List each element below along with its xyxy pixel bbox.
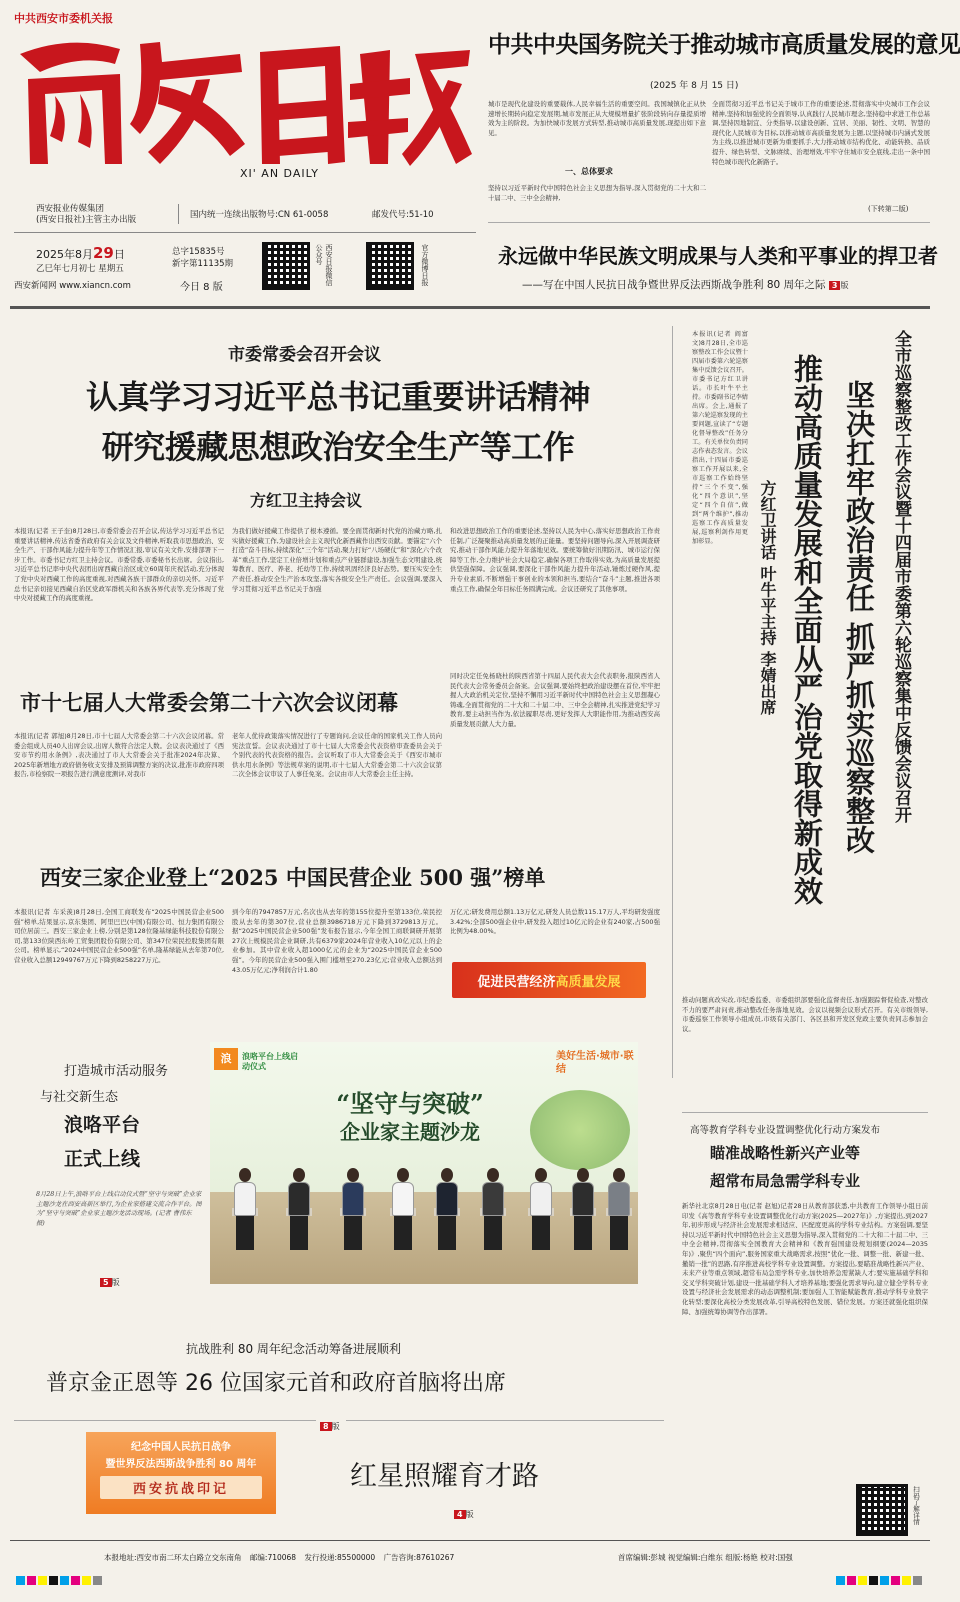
lead-col2: 为我们做好援藏工作提供了根本遵循。要全面贯彻新时代党的治藏方略,扎实做好援藏工作,为建设社会主义现代化新西藏作出西安贡献。要锚定“六个打造”奋斗目标,持续深化“三个年”活动,聚力打好“八场硬仗”和“深化六个改革”重点工作,坚定工业倍增计划和重点产业链群建设,加强生态文明建设,统筹教育、医疗、养老、托幼等工作,持续巩固经济良好态势。要压实安全生产责任,推动安全生产治本攻坚,落实各级安全生产责任。会议强调,要深入学习贯彻习近平总书记关于加强 xyxy=(232,527,442,593)
second-story-page-suffix: 版 xyxy=(840,281,849,290)
inspection-bottom-text: 推动问题真改实改,市纪委监委、市委组织部要强化监督责任,加强跟踪督促检查,对整改不力的要严肃问责,推动整改任务落地见效。会议以视频会议形式召开。有关市级领导,市委巡察工作领导小组成员,市级有关部门、各区县和开发区党政主要负责同志参加会议。 xyxy=(682,996,928,1033)
weibo-qr-label: 官方微博日报 xyxy=(421,244,429,286)
photo-slogan2: 企业家主题沙龙 xyxy=(340,1120,480,1144)
speaker-body xyxy=(482,1182,504,1216)
top-story-section-head: 一、总体要求 xyxy=(565,167,613,176)
speaker-head xyxy=(239,1168,251,1182)
footer-dist: 发行投递:85500000 xyxy=(304,1553,376,1562)
speaker-head xyxy=(613,1168,625,1182)
speaker-figure xyxy=(570,1168,596,1264)
salon-page-badge[interactable]: 5 xyxy=(100,1278,112,1287)
lead-title-line2[interactable]: 研究援藏思想政治安全生产等工作 xyxy=(101,428,575,466)
top-story-col1b: 坚持以习近平新时代中国特色社会主义思想为指导,深入贯彻党的二十大和二十届二中、三中全会精神, xyxy=(488,184,706,202)
speaker-head xyxy=(441,1168,453,1182)
speaker-body xyxy=(572,1182,594,1216)
color-swatch xyxy=(71,1576,80,1585)
top-story-date: (2025 年 8 月 15 日) xyxy=(650,81,739,91)
enterprise-col3: 万亿元;研发费用总额1.13万亿元,研发人员总数115.17万人,平均研发强度3.42%;全部500强企业中,研发投入超过10亿元的企业有240家,占500强比例为48.00%。 xyxy=(450,908,660,936)
salon-caption: 8月28日上午,浪咯平台上线启动仪式暨“坚守与突破”企业家主题沙龙在西安高新区举行,为企业家搭建交流合作平台。图为“坚守与突破”企业家主题沙龙活动现场。(记者 曹伟东 摄) xyxy=(36,1191,202,1227)
banner-accent-text: 高质量发展 xyxy=(555,974,621,990)
group-line1: 西安报业传媒集团 xyxy=(36,204,105,214)
speaker-body xyxy=(608,1182,630,1216)
speaker-figure xyxy=(390,1168,416,1264)
speaker-head xyxy=(577,1168,589,1182)
color-swatch xyxy=(27,1576,36,1585)
inspection-narrow-col: 本报讯(记者 阎富文)8月28日,全市巡察整改工作会议暨十四届市委第六轮巡察集中反馈会议召开。市委书记方红卫讲话。市长叶牛平主持。市委副书记李婧出席。会上,通报了第六轮巡察发现的主要问题,宣读了“专题化督导整改”任务分工。有关单位负责同志作表态发言。会议指出,十四届市委巡察工作开展以来,全市巡察工作始终坚持“三个不变”,强化“四个意识”,坚定“四个自信”,做到“两个维护”,推动巡察工作高质量发展,巡察利剑作用更加彰显。 xyxy=(692,331,748,545)
speaker-legs xyxy=(574,1216,592,1250)
panel-speakers xyxy=(210,1162,638,1272)
speaker-legs xyxy=(290,1216,308,1250)
speaker-head xyxy=(535,1168,547,1182)
second-story-subtitle-text: ——写在中国人民抗日战争暨世界反法西斯战争胜利 80 周年之际 xyxy=(522,279,826,291)
inspection-title-col3[interactable]: 推动高质量发展和全面从严治党取得新成效 xyxy=(790,354,824,905)
speaker-legs xyxy=(394,1216,412,1250)
wechat-qr-label: 西安日报微信公众号 xyxy=(315,244,333,286)
speaker-body xyxy=(342,1182,364,1216)
education-kicker: 高等教育学科专业设置调整优化行动方案发布 xyxy=(690,1125,881,1136)
color-swatch xyxy=(880,1576,889,1585)
top-story-col2: 全面贯彻习近平总书记关于城市工作的重要论述,贯彻落实中央城市工作会议精神,坚持和加强党的全面领导,认真践行人民城市理念,坚持稳中求进工作总基调,坚持因地制宜、分类指导,以建设创新、宜居、美丽、韧性、文明、智慧的现代化人民城市为目标,以推动城市高质量发展为主题,以坚持城市内涵式发展为主线,以推进城市更新为重要抓手,大力推动城市结构优化、动能转换、品质提升、绿色转型、文脉赓续、治理增效,牢牢守住城市安全底线,走出一条中国特色城市现代化新路子。 xyxy=(712,100,930,166)
date-day: 29 xyxy=(93,244,114,262)
top-story-col1: 城市是现代化建设的重要载体,人民幸福生活的重要空间。我国城镇化正从快速增长期转向稳定发展期,城市发展正从大规模增量扩张阶段转向存量提质增效为主的阶段。为加快城市发展方式转型,推动城市高质量发展,现提出如下意见。 xyxy=(488,100,706,137)
private-economy-banner xyxy=(452,962,646,998)
footer-address: 本报地址:西安市南二环太白路立交东南角 xyxy=(104,1553,242,1562)
speaker-figure xyxy=(434,1168,460,1264)
second-story-page-badge[interactable]: 3 xyxy=(829,281,841,290)
speaker-body xyxy=(234,1182,256,1216)
speaker-legs xyxy=(532,1216,550,1250)
education-body: 新华社北京8月28日电(记者 赵旭)记者28日从教育部获悉,中共教育工作领导小组日前印发《高等教育学科专业设置调整优化行动方案(2025—2027年)》,方案提出,到2027年,初步形成与经济社会发展需求相适应、匹配度更高的学科专业结构。方案强调,要坚持以习近平新时代中国特色社会主义思想为指导,深入贯彻党的二十大和二十届二中、三中全会精神,贯彻落实全国教育大会精神和《教育强国建设规划纲要(2024—2035年)》,聚焦“四个面向”,服务国家重大战略需求,按照“优化一批、调整一批、新建一批、撤销一批”的思路,有序推进高校学科专业设置调整。方案提出,要瞄准战略性新兴产业、未来产业等重点领域,超常布局急需学科专业,加快培养急需紧缺人才;要实施基础学科和交叉学科突破计划,建设一批基础学科人才培养基地;要强化需求导向,建立健全学科专业设置与经济社会发展需求的动态调整机制;要加强人工智能赋能教育,推动学科专业数字化转型;要深化高校分类发展改革,引导高校特色发展、错位发展。方案还就强化组织保障、加强统筹协调等作出部署。 xyxy=(682,1202,928,1316)
inspection-title-col1[interactable]: 全市巡察整改工作会议暨十四届市委第六轮巡察集中反馈会议召开 xyxy=(891,330,911,823)
print-color-bar-left xyxy=(16,1576,102,1585)
total-number: 总字15835号 xyxy=(172,247,225,257)
masthead-group xyxy=(36,204,136,226)
education-qr-code[interactable] xyxy=(856,1484,908,1536)
speaker-body xyxy=(392,1182,414,1216)
speaker-figure xyxy=(340,1168,366,1264)
lead-col3: 和改进思想政治工作的重要论述,坚持以人民为中心,落实好思想政治工作责任制,广泛凝聚推动高质量发展的正能量。要坚持问题导向,深入开展调查研究,推动干部作风能力提升年落地见效。要统筹做好汛期防汛、城市运行保障等工作,全力维护社会大局稳定,确保各项工作取得实效,为高质量发展提供坚强保障。会议强调,要深化干部作风能力提升年活动,锤炼过硬作风,提升专业素质,不断增强干事创业的本领和担当,要结合“奋斗”主题,推进各项重点工作,确保全年目标任务圆满完成。会议还研究了其他事项。 xyxy=(450,527,660,593)
weibo-qr-code[interactable] xyxy=(366,242,414,290)
speaker-figure xyxy=(480,1168,506,1264)
enterprise-col1: 本报讯(记者 车采羡)8月28日,全国工商联发布“2025中国民营企业500强”榜单,结果显示,京东集团、阿里巴巴(中国)有限公司、恒力集团有限公司位居前三。西安三家企业上榜,分别是第128位隆基绿能科技股份有限公司,第133位陕西东岭工贸集团股份有限公司、第347位荣民控股集团有限公司。榜单显示,“2024中国民营企业500强”名单,隆基绿能从去年第70位,营业收入总额12949767万元下降到8258227万元。 xyxy=(14,908,224,964)
masthead-logo xyxy=(10,24,480,174)
salon-page-suffix: 版 xyxy=(111,1278,120,1287)
salon-title1[interactable]: 浪咯平台 xyxy=(64,1114,141,1136)
speaker-head xyxy=(487,1168,499,1182)
salon-title2[interactable]: 正式上线 xyxy=(64,1148,141,1170)
second-story-title[interactable]: 永远做中华民族文明成果与人类和平事业的捍卫者 xyxy=(498,244,938,268)
color-swatch xyxy=(836,1576,845,1585)
speaker-body xyxy=(436,1182,458,1216)
masthead-issn: 国内统一连续出版物号:CN 61-0058 xyxy=(190,210,329,220)
color-swatch xyxy=(38,1576,47,1585)
date-suffix: 日 xyxy=(113,248,125,261)
speaker-figure xyxy=(232,1168,258,1264)
speaker-head xyxy=(397,1168,409,1182)
bottom-story-title[interactable]: 红星照耀育才路 xyxy=(350,1461,539,1492)
npc-col3: 同时决定任免杨晓杜的陕西省第十四届人民代表大会代表职务,报陕西省人民代表大会常务委员会备案。会议强调,要始终把政治建设摆在首位,牢牢把握人大政治机关定位,坚持不懈用习近平新时代中国特色社会主义思想凝心铸魂,全面贯彻党的二十大和二十届二中、三中全会精神,扎实推进党纪学习教育,要主动担当作为,依法履职尽责,更好发挥人大职能作用,为推动西安高质量发展贡献人大力量。 xyxy=(450,672,660,728)
photo-brand-logo: 浪 xyxy=(214,1048,238,1070)
footer-ad: 广告咨询:87610267 xyxy=(383,1553,455,1562)
date-prefix: 2025年8月 xyxy=(36,248,93,261)
anniversary-badge xyxy=(86,1432,276,1514)
new-number: 新字第11135期 xyxy=(172,259,234,269)
color-swatch xyxy=(82,1576,91,1585)
summit-page-ref xyxy=(320,1414,340,1433)
top-story-title[interactable]: 中共中央国务院关于推动城市高质量发展的意见 xyxy=(488,31,960,58)
speaker-figure xyxy=(528,1168,554,1264)
badge-line3: 西安抗战印记 xyxy=(100,1476,262,1499)
masthead-calligraphy-logo xyxy=(10,24,480,174)
group-line2: (西安日报社)主管主办出版 xyxy=(36,215,137,225)
color-swatch xyxy=(891,1576,900,1585)
speaker-legs xyxy=(438,1216,456,1250)
enterprise-col2: 到今年的7947857万元,名次也从去年的第155位提升至第133位,荣民控股从去年的第307位,营业总额3986718万元下降到3729813万元。据“2025中国民营企业500强”发布报告显示,今年全国工商联调研开展第27次上规模民营企业调研,共有6379家2024年营业收入10亿元以上的企业参加。其中营业收入超1000亿元的企业为“2025中国民营企业500强”。今年的民营企业500强入围门槛增至270.23亿元;营业收入总额达到43.05万亿元;净利润合计1.80 xyxy=(232,908,442,974)
speaker-figure xyxy=(606,1168,632,1264)
footer-zip: 邮编:710068 xyxy=(249,1553,297,1562)
education-qr-label: 扫码了解详情 xyxy=(912,1486,920,1525)
bottom-story-page-badge[interactable]: 4 xyxy=(454,1510,466,1519)
enterprise-title[interactable]: 西安三家企业登上“2025 中国民营企业 500 强”榜单 xyxy=(40,865,546,890)
summit-kicker: 抗战胜利 80 周年纪念活动筹备进展顺利 xyxy=(186,1342,401,1356)
color-swatch xyxy=(60,1576,69,1585)
badge-line2: 暨世界反法西斯战争胜利 80 周年 xyxy=(105,1459,257,1470)
lead-title-line1[interactable]: 认真学习习近平总书记重要讲话精神 xyxy=(85,378,590,416)
website-link[interactable]: 西安新闻网 www.xiancn.com xyxy=(14,281,131,291)
bottom-story-page-ref xyxy=(454,1502,474,1521)
education-body-tail xyxy=(682,1480,850,1536)
lunar-date: 乙巳年七月初七 星期五 xyxy=(36,264,124,274)
lead-byline: 方红卫主持会议 xyxy=(250,491,363,510)
color-swatch xyxy=(902,1576,911,1585)
pages-today: 今日 8 版 xyxy=(180,282,223,293)
photo-brand-text: 浪咯平台上线启动仪式 xyxy=(242,1052,298,1071)
footer-editors: 首席编辑:彭城 视觉编辑:白维东 组版:杨艳 校对:国强 xyxy=(618,1553,793,1562)
photo-slogan1: “坚守与突破” xyxy=(336,1089,484,1118)
color-swatch xyxy=(847,1576,856,1585)
npc-col1: 本报讯(记者 郭旭)8月28日,市十七届人大常委会第二十六次会议闭幕。常委会组成人员40人出席会议,出席人数符合法定人数。会议表决通过了《西安市节约用水条例》,表决通过了市人大常委会关于批准2024年决算、2025年新增地方政府债务收支安排及预算调整方案的决议,批准市政府四项报告,市检察院一项报告进行满意度测评,对我市 xyxy=(14,732,224,779)
education-title2[interactable]: 超常布局急需学科专业 xyxy=(710,1172,861,1190)
print-color-bar-right xyxy=(836,1576,922,1585)
education-title1[interactable]: 瞄准战略性新兴产业等 xyxy=(710,1144,861,1162)
top-story-continued: (下转第二版) xyxy=(868,205,909,213)
speaker-head xyxy=(293,1168,305,1182)
color-swatch xyxy=(93,1576,102,1585)
issue-date xyxy=(36,244,125,262)
speaker-legs xyxy=(344,1216,362,1250)
lead-kicker: 市委常委会召开会议 xyxy=(228,345,381,365)
footer-info xyxy=(104,1552,454,1563)
masthead-postcode: 邮发代号:51-10 xyxy=(372,210,434,220)
speaker-body xyxy=(288,1182,310,1216)
speaker-legs xyxy=(610,1216,628,1250)
salon-page-ref xyxy=(100,1270,120,1289)
wechat-qr-code[interactable] xyxy=(262,242,310,290)
color-swatch xyxy=(869,1576,878,1585)
inspection-byline: 方红卫讲话 叶牛平主持 李婧出席 xyxy=(758,480,777,716)
masthead-supervisor: 中共西安市委机关报 xyxy=(14,12,113,25)
masthead-pinyin: XI' AN DAILY xyxy=(240,167,319,180)
npc-title[interactable]: 市十七届人大常委会第二十六次会议闭幕 xyxy=(20,690,398,715)
summit-page-badge[interactable]: 8 xyxy=(320,1422,332,1431)
issue-numbers xyxy=(172,246,233,270)
salon-kicker2: 与社交新生态 xyxy=(40,1090,119,1105)
speaker-body xyxy=(530,1182,552,1216)
speaker-legs xyxy=(484,1216,502,1250)
speaker-figure xyxy=(286,1168,312,1264)
color-swatch xyxy=(858,1576,867,1585)
speaker-head xyxy=(347,1168,359,1182)
color-swatch xyxy=(16,1576,25,1585)
photo-right-text: 美好生活·城市·联结 xyxy=(556,1051,634,1075)
banner-main-text: 促进民营经济 xyxy=(477,974,556,990)
inspection-title-col2[interactable]: 坚决扛牢政治责任 抓严抓实巡察整改 xyxy=(842,380,876,855)
speaker-legs xyxy=(236,1216,254,1250)
color-swatch xyxy=(913,1576,922,1585)
bottom-story-page-suffix: 版 xyxy=(465,1510,474,1519)
color-swatch xyxy=(49,1576,58,1585)
salon-kicker1: 打造城市活动服务 xyxy=(64,1064,169,1079)
salon-photo[interactable] xyxy=(210,1042,638,1284)
lead-col1: 本报讯(记者 王子奎)8月28日,市委常委会召开会议,传达学习习近平总书记重要讲话精神,传达省委省政府有关会议及文件精神,听取我市思想政治、安全生产、干部作风能力提升年等工作情况汇报,审议有关文件,安排部署下一步工作。市委书记方红卫主持会议。市委常委,市委秘书长出席。会议指出,习近平总书记率中央代表团出席西藏自治区成立60周年庆祝活动,充分体现了党中央对西藏工作的高度重视,对西藏各族干部群众的亲切关怀。习近平总书记亲切接见西藏自治区党政军群机关和各族各界代表等,充分体现了党中央对援藏工作的高度重视。 xyxy=(14,527,224,603)
npc-col2: 老年人优待政策落实情况进行了专题询问,会议任命的国家机关工作人员向宪法宣誓。会议表决通过了市十七届人大常委会代表资格审查委员会关于个别代表的代表资格的报告。会议听取了市人大常委会关于《西安市城市供水用水条例》等法规草案的说明,市十七届人大常委会第二十六次会议第二次全体会议审议了人事任免案。会议由市人大常委会主任主持。 xyxy=(232,732,442,779)
photo-green-decor xyxy=(530,1090,630,1170)
badge-line1: 纪念中国人民抗日战争 xyxy=(131,1442,231,1453)
second-story-subtitle xyxy=(522,277,848,292)
summit-page-suffix: 版 xyxy=(331,1422,340,1431)
summit-title[interactable]: 普京金正恩等 26 位国家元首和政府首脑将出席 xyxy=(46,1371,506,1396)
